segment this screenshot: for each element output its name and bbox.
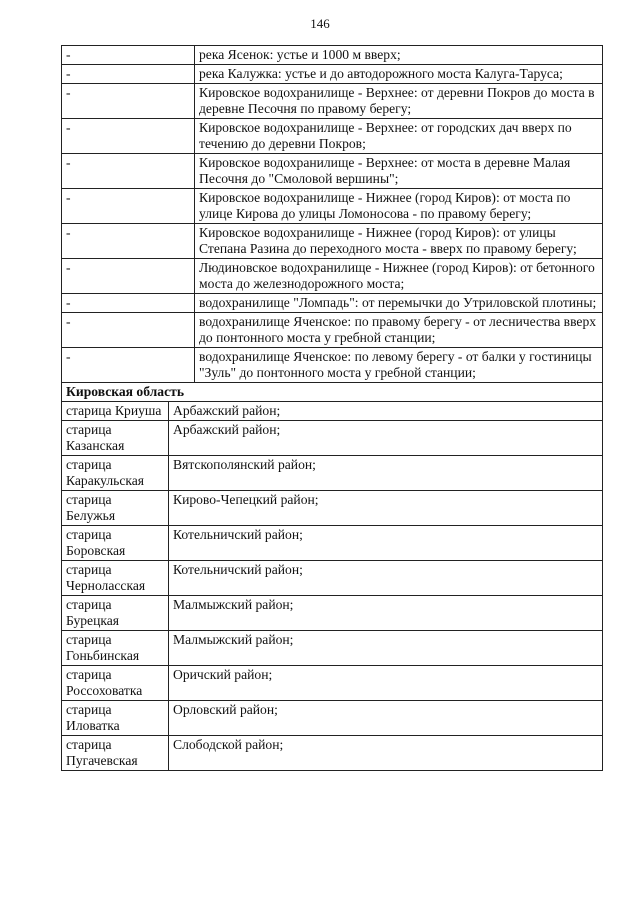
district-name: Малмыжский район; xyxy=(169,596,603,631)
row-marker: - xyxy=(62,189,195,224)
table-row xyxy=(62,596,603,631)
water-body-description: Кировское водохранилище - Верхнее: от деревни Покров до моста в деревне Песочня по правому берегу; xyxy=(195,84,603,119)
table-row xyxy=(62,561,603,596)
row-marker: - xyxy=(62,313,195,348)
row-marker: - xyxy=(62,259,195,294)
oxbow-lake-name: старица Бурецкая xyxy=(62,596,169,631)
oxbow-lake-name: старица Гоньбинская xyxy=(62,631,169,666)
region-heading-row xyxy=(62,383,603,402)
table-row xyxy=(62,456,603,491)
oxbow-lake-name: старица Пугачевская xyxy=(62,736,169,771)
water-body-description: Людиновское водохранилище - Нижнее (город Киров): от бетонного моста до железнодорожного моста; xyxy=(195,259,603,294)
row-marker: - xyxy=(62,119,195,154)
table-row xyxy=(62,313,603,348)
table-row xyxy=(62,65,603,84)
water-body-description: река Калужка: устье и до автодорожного моста Калуга-Таруса; xyxy=(195,65,603,84)
district-name: Котельничский район; xyxy=(169,561,603,596)
district-name: Слободской район; xyxy=(169,736,603,771)
page-number: 146 xyxy=(310,16,330,31)
oxbow-lake-name: старица Белужья xyxy=(62,491,169,526)
district-name: Оричский район; xyxy=(169,666,603,701)
oxbow-lake-name: старица Казанская xyxy=(62,421,169,456)
table-row xyxy=(62,491,603,526)
oxbow-lake-name: старица Каракульская xyxy=(62,456,169,491)
oxbow-lake-name: старица Иловатка xyxy=(62,701,169,736)
row-marker: - xyxy=(62,84,195,119)
table-row xyxy=(62,421,603,456)
table-row xyxy=(62,154,603,189)
row-marker: - xyxy=(62,348,195,383)
district-name: Вятскополянский район; xyxy=(169,456,603,491)
table-row xyxy=(62,119,603,154)
oxbow-lake-name: старица Криуша xyxy=(62,402,169,421)
row-marker: - xyxy=(62,46,195,65)
row-marker: - xyxy=(62,65,195,84)
district-name: Котельничский район; xyxy=(169,526,603,561)
table-row xyxy=(62,294,603,313)
table-row xyxy=(62,701,603,736)
region-heading: Кировская область xyxy=(62,383,603,402)
oxbow-lake-name: старица Боровская xyxy=(62,526,169,561)
water-body-description: Кировское водохранилище - Верхнее: от моста в деревне Малая Песочня до "Смоловой вершины"; xyxy=(195,154,603,189)
row-marker: - xyxy=(62,154,195,189)
table-row xyxy=(62,631,603,666)
oxbow-lake-name: старица Россоховатка xyxy=(62,666,169,701)
district-name: Арбажский район; xyxy=(169,402,603,421)
table-row xyxy=(62,84,603,119)
row-marker: - xyxy=(62,294,195,313)
district-name: Орловский район; xyxy=(169,701,603,736)
table-row xyxy=(62,189,603,224)
table-row xyxy=(62,402,603,421)
water-body-description: Кировское водохранилище - Нижнее (город Киров): от моста по улице Кирова до улицы Ломоносова - по правому берегу; xyxy=(195,189,603,224)
district-name: Малмыжский район; xyxy=(169,631,603,666)
table-row xyxy=(62,46,603,65)
row-marker: - xyxy=(62,224,195,259)
water-body-description: водохранилище "Ломпадь": от перемычки до Утриловской плотины; xyxy=(195,294,603,313)
district-name: Арбажский район; xyxy=(169,421,603,456)
table-row xyxy=(62,666,603,701)
water-body-description: водохранилище Яченское: по правому берегу - от лесничества вверх до понтонного моста у гребной станции; xyxy=(195,313,603,348)
table-row xyxy=(62,259,603,294)
table-row xyxy=(62,736,603,771)
table-body xyxy=(62,46,603,771)
table-row xyxy=(62,224,603,259)
water-body-description: река Ясенок: устье и 1000 м вверх; xyxy=(195,46,603,65)
water-body-description: Кировское водохранилище - Верхнее: от городских дач вверх по течению до деревни Покров; xyxy=(195,119,603,154)
table-row xyxy=(62,526,603,561)
table-row xyxy=(62,348,603,383)
water-body-description: водохранилище Яченское: по левому берегу - от балки у гостиницы "Зуль" до понтонного моста у гребной станции; xyxy=(195,348,603,383)
water-body-description: Кировское водохранилище - Нижнее (город Киров): от улицы Степана Разина до переходного моста - вверх по правому берегу; xyxy=(195,224,603,259)
water-bodies-table xyxy=(61,45,603,771)
oxbow-lake-name: старица Черноласская xyxy=(62,561,169,596)
district-name: Кирово-Чепецкий район; xyxy=(169,491,603,526)
